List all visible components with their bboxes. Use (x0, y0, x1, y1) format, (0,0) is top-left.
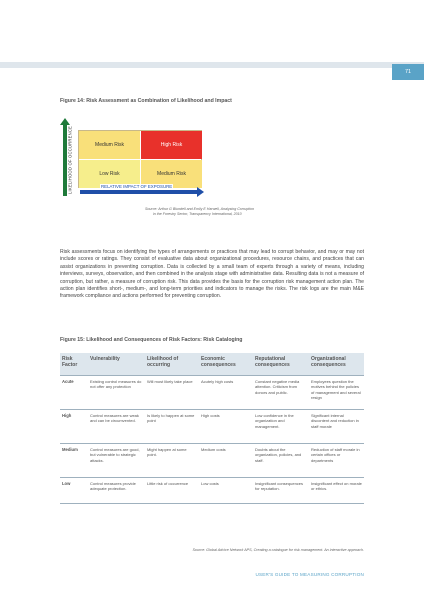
table-cell: Insignificant consequences for reputation. (253, 477, 309, 503)
cell-medium-risk-top: Medium Risk (79, 131, 140, 159)
header-economic: Economic consequences (199, 353, 253, 375)
table-cell: Existing control measures do not offer any protection (88, 375, 145, 409)
table-cell: Reduction of staff morale in certain offices or departments (309, 443, 364, 477)
page-footer: USER'S GUIDE TO MEASURING CORRUPTION (255, 572, 364, 577)
x-axis-label: RELATIVE IMPACT OF EXPOSURE (101, 184, 173, 189)
table-cell: Doubts about the organization, policies, and staff. (253, 443, 309, 477)
table-cell: Acute (60, 375, 88, 409)
table-cell: Little risk of occurrence (145, 477, 199, 503)
table-cell: Might happen at some point. (145, 443, 199, 477)
figure-15-title: Figure 15: Likelihood and Consequences of Risk Factors: Risk Cataloging (60, 337, 243, 343)
x-axis-arrow-icon (197, 187, 204, 197)
table-header-row (60, 353, 364, 375)
table-row (60, 443, 364, 477)
risk-matrix (60, 120, 210, 202)
figure-15-source: Source: Global Advice Network APS, Creating a catalogue for risk management. An interactive approach. (192, 548, 364, 552)
header-reputational: Reputational consequences (253, 353, 309, 375)
matrix-grid (78, 130, 202, 188)
header-likelihood: Likelihood of occurring (145, 353, 199, 375)
cell-low-risk: Low Risk (79, 160, 140, 188)
table-cell: Constant negative media attention. Criticism from donors and public. (253, 375, 309, 409)
table-cell: Low (60, 477, 88, 503)
body-paragraph: Risk assessments focus on identifying the types of arrangements or practices that may lead to corrupt behavior, and may or may not include scores or ratings. They consist of evaluative data about organizational procedures, resource chains, and practices that can assist organizations in preventing corruption. Data is collected by a small team of experts through a variety of means, including interviews, surveys, observation, and then combined in the analysis stage with administrative data. Resulting data is not a measure of corruption, but rather, a measure of corruption risk. This data provides the basis for the corruption risk management action plan. The action plan identifies short-, medium-, and long-term priorities and indicators to manage the risks. The risk logs are the main M&E framework compliance and actions performed for preventing corruption. (60, 249, 364, 300)
figure-14-title: Figure 14: Risk Assessment as Combination of Likelihood and Impact (60, 98, 232, 104)
table-cell: Is likely to happen at some point (145, 409, 199, 443)
table-cell: Control measures are weak and can be circumvented. (88, 409, 145, 443)
cell-high-risk: High Risk (141, 131, 202, 159)
header-band (0, 62, 424, 68)
table-cell: High (60, 409, 88, 443)
header-vulnerability: Vulnerability (88, 353, 145, 375)
y-axis-label: LIKELIHOOD OF OCCURRENCE (67, 125, 73, 195)
table-row (60, 375, 364, 409)
table-cell: Medium costs (199, 443, 253, 477)
table-cell: Acutely high costs (199, 375, 253, 409)
table-cell: Low confidence in the organization and management. (253, 409, 309, 443)
table-cell: Medium (60, 443, 88, 477)
header-organizational: Organizational consequences (309, 353, 364, 375)
header-risk-factor: Risk Factor (60, 353, 88, 375)
table-cell: Control measures are good, but vulnerable to strategic attacks. (88, 443, 145, 477)
table-cell: Significant internal discontent and reduction in staff morale (309, 409, 364, 443)
x-axis-bar (80, 190, 198, 194)
cell-medium-risk-bottom: Medium Risk (141, 160, 202, 188)
table-cell: Insignificant effect on morale or ethics. (309, 477, 364, 503)
table-row (60, 477, 364, 503)
table-cell: Employees question the motives behind the policies of management and several resign (309, 375, 364, 409)
page-number: 71 (392, 64, 424, 80)
table-row (60, 409, 364, 443)
table-cell: Will most likely take place (145, 375, 199, 409)
table-cell: Low costs (199, 477, 253, 503)
figure-14-source-line-1: Source: Arthur G Blundell and Emily E Harwell, Analysing Corruption (145, 207, 254, 211)
figure-14-source-line-2: in the Forestry Sector, Transparency International, 2010 (153, 211, 242, 216)
y-axis-bar (63, 124, 67, 196)
table-cell: Control measures provide adequate protection. (88, 477, 145, 503)
figure-14-source (145, 207, 315, 217)
risk-catalog-table (60, 353, 364, 504)
table-cell: High costs (199, 409, 253, 443)
